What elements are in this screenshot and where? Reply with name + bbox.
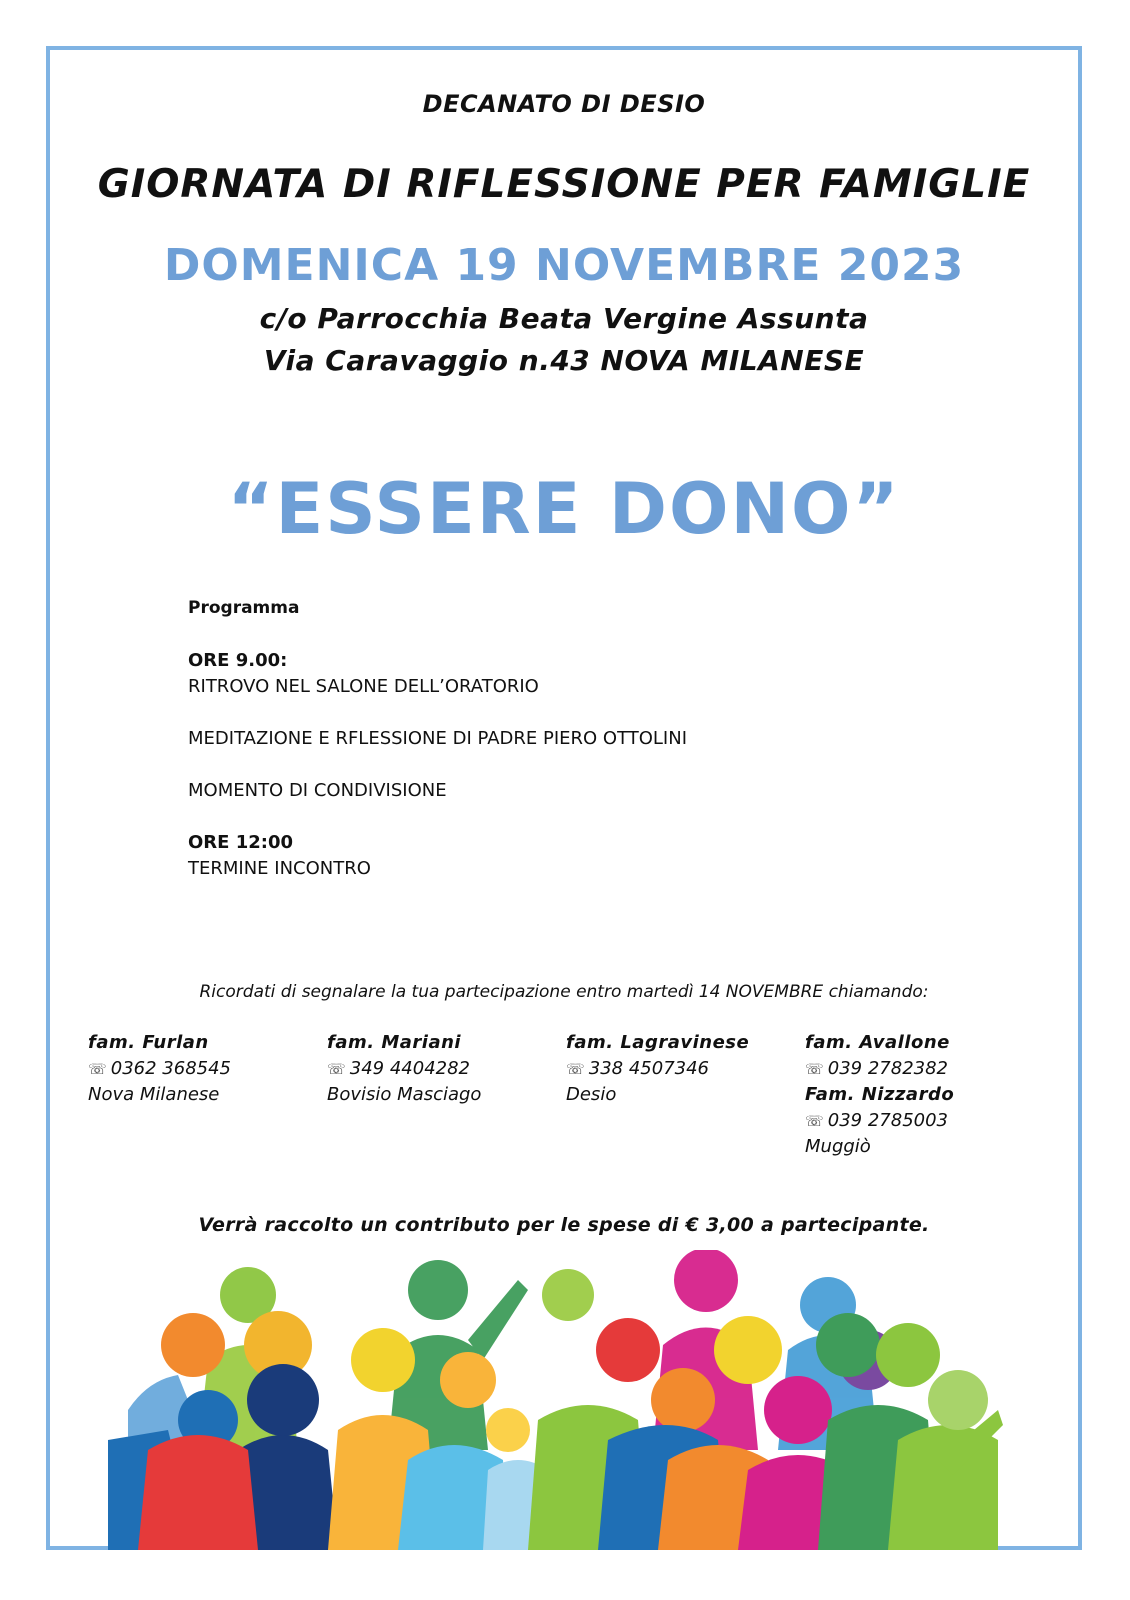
contact-phone [88, 1056, 328, 1082]
contact-name: fam. Lagravinese [566, 1032, 750, 1053]
program-heading: Programma [188, 598, 300, 618]
contact-phone [805, 1056, 1045, 1082]
event-date: DOMENICA 19 NOVEMBRE 2023 [163, 240, 965, 291]
telephone-icon: ☏ [805, 1060, 824, 1078]
event-title: GIORNATA DI RIFLESSIONE PER FAMIGLIE [97, 162, 1031, 207]
telephone-icon: ☏ [88, 1060, 107, 1078]
program-item-2: MEDITAZIONE E RFLESSIONE DI PADRE PIERO OTTOLINI [188, 728, 688, 749]
phone-number: 349 4404282 [349, 1058, 471, 1079]
event-location: c/o Parrocchia Beata Vergine Assunta [259, 302, 869, 335]
program-item-4: TERMINE INCONTRO [188, 858, 371, 879]
contact-phone [327, 1056, 567, 1082]
program-item-1: RITROVO NEL SALONE DELL’ORATORIO [188, 676, 539, 697]
telephone-icon: ☏ [566, 1060, 585, 1078]
event-address: Via Caravaggio n.43 NOVA MILANESE [263, 344, 865, 377]
contact-phone [566, 1056, 806, 1082]
fee-note: Verrà raccolto un contributo per le spese di € 3,00 a partecipante. [198, 1214, 930, 1236]
contact-town: Nova Milanese [88, 1084, 220, 1105]
program-item-3: MOMENTO DI CONDIVISIONE [188, 780, 447, 801]
registration-note: Ricordati di segnalare la tua partecipazione entro martedì 14 NOVEMBRE chiamando: [199, 982, 929, 1002]
event-theme: “ESSERE DONO” [227, 468, 901, 550]
telephone-icon: ☏ [805, 1112, 824, 1130]
contact-town: Bovisio Masciago [327, 1084, 482, 1105]
contact-mariani [327, 1030, 567, 1108]
contact-name: fam. Mariani [327, 1032, 462, 1053]
program-time-2: ORE 12:00 [188, 832, 294, 853]
phone-number: 039 2782382 [827, 1058, 949, 1079]
organization: DECANATO DI DESIO [422, 90, 706, 118]
contact-avallone-nizzardo [805, 1030, 1045, 1160]
contact-town: Muggiò [805, 1136, 871, 1157]
telephone-icon: ☏ [327, 1060, 346, 1078]
program-time-1: ORE 9.00: [188, 650, 288, 671]
contact-name: fam. Avallone [805, 1032, 950, 1053]
contact-town: Desio [566, 1084, 617, 1105]
contact-phone-2 [805, 1108, 1045, 1134]
phone-number: 338 4507346 [588, 1058, 710, 1079]
families-illustration [108, 1250, 1008, 1550]
contact-name: fam. Furlan [88, 1032, 209, 1053]
phone-number: 0362 368545 [110, 1058, 232, 1079]
contact-lagravinese [566, 1030, 806, 1108]
contact-furlan [88, 1030, 328, 1108]
contact-name-2: Fam. Nizzardo [805, 1084, 955, 1105]
phone-number: 039 2785003 [827, 1110, 949, 1131]
